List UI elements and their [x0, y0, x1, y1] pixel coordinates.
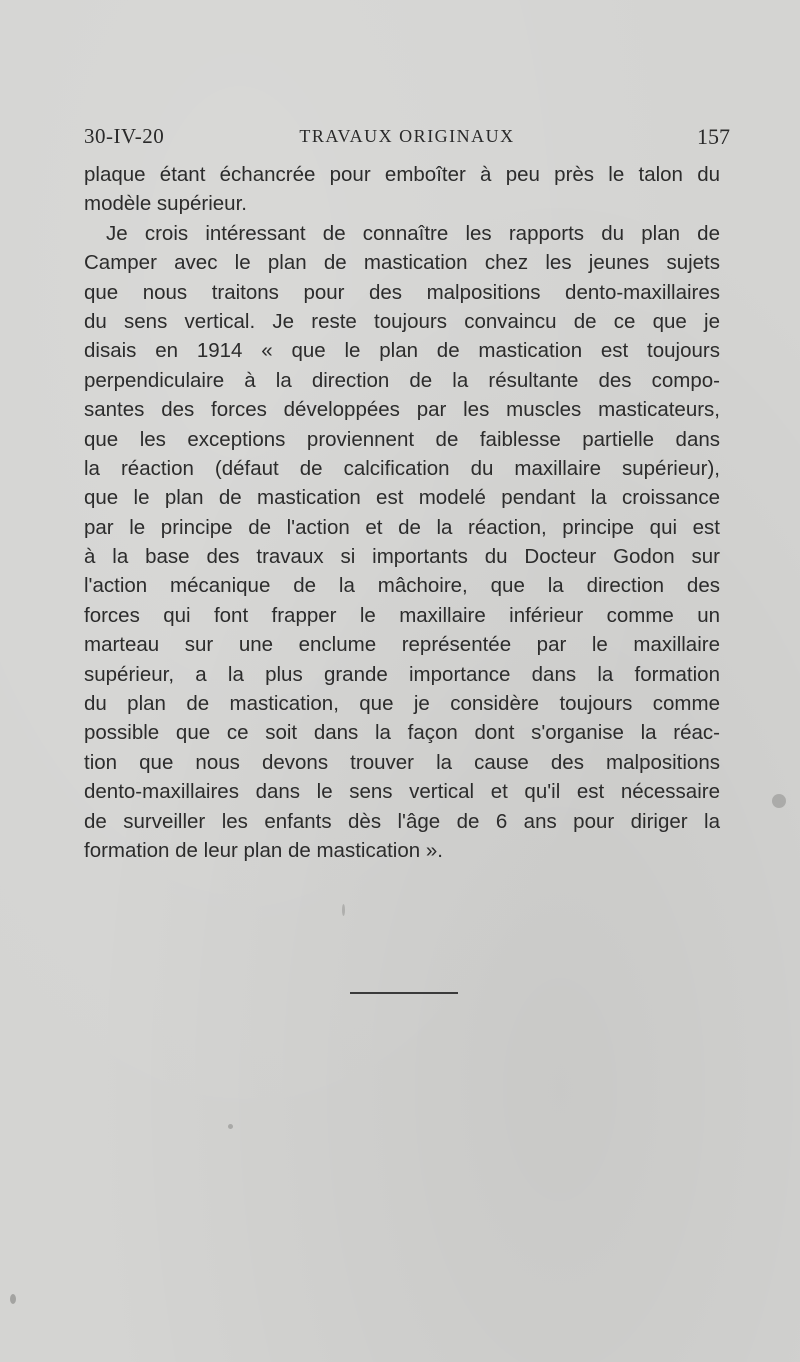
- text-line: santes des forces développées par les muscles masticateurs,: [84, 398, 720, 422]
- text-line: à la base des travaux si importants du Docteur Godon sur: [84, 545, 720, 569]
- text-line: que nous traitons pour des malpositions dento-maxillaires: [84, 280, 720, 304]
- text-line: la réaction (défaut de calcification du maxillaire supérieur),: [84, 456, 720, 480]
- text-line: possible que ce soit dans la façon dont s'organise la réac-: [84, 721, 720, 745]
- text-line: supérieur, a la plus grande importance dans la formation: [84, 662, 720, 686]
- paper-speck: [772, 794, 786, 808]
- section-title: TRAVAUX ORIGINAUX: [299, 126, 515, 146]
- text-line: que les exceptions proviennent de faiblesse partielle dans: [84, 427, 720, 451]
- date-reference: 30-IV-20: [84, 124, 165, 148]
- paper-speck: [228, 1124, 233, 1129]
- body-text: [84, 160, 720, 865]
- text-line: tion que nous devons trouver la cause des malpositions: [84, 750, 720, 774]
- text-line: disais en 1914 « que le plan de mastication est toujours: [84, 339, 720, 363]
- text-line: du sens vertical. Je reste toujours convaincu de ce que je: [84, 309, 720, 333]
- paper-speck: [10, 1294, 16, 1304]
- text-line: que le plan de mastication est modelé pendant la croissance: [84, 486, 720, 510]
- text-line: dento-maxillaires dans le sens vertical et qu'il est nécessaire: [84, 780, 720, 804]
- text-line: marteau sur une enclume représentée par le maxillaire: [84, 633, 720, 657]
- text-line: perpendiculaire à la direction de la résultante des compo-: [84, 368, 720, 392]
- text-line: Je crois intéressant de connaître les rapports du plan de: [106, 221, 720, 245]
- text-line: de surveiller les enfants dès l'âge de 6 ans pour diriger la: [84, 809, 720, 833]
- running-head: [84, 124, 730, 154]
- text-line: plaque étant échancrée pour emboîter à peu près le talon du: [84, 163, 720, 186]
- text-line: par le principe de l'action et de la réaction, principe qui est: [84, 515, 720, 539]
- text-line: l'action mécanique de la mâchoire, que la direction des: [84, 574, 720, 598]
- text-line: du plan de mastication, que je considère toujours comme: [84, 692, 720, 716]
- paper-speck: [342, 904, 345, 916]
- page-number: 157: [697, 124, 730, 149]
- text-line: formation de leur plan de mastication ».: [84, 838, 443, 862]
- text-line: forces qui font frapper le maxillaire inférieur comme un: [84, 603, 720, 627]
- text-line: modèle supérieur.: [84, 192, 247, 216]
- text-line: Camper avec le plan de mastication chez les jeunes sujets: [84, 251, 720, 275]
- end-rule: [350, 992, 458, 994]
